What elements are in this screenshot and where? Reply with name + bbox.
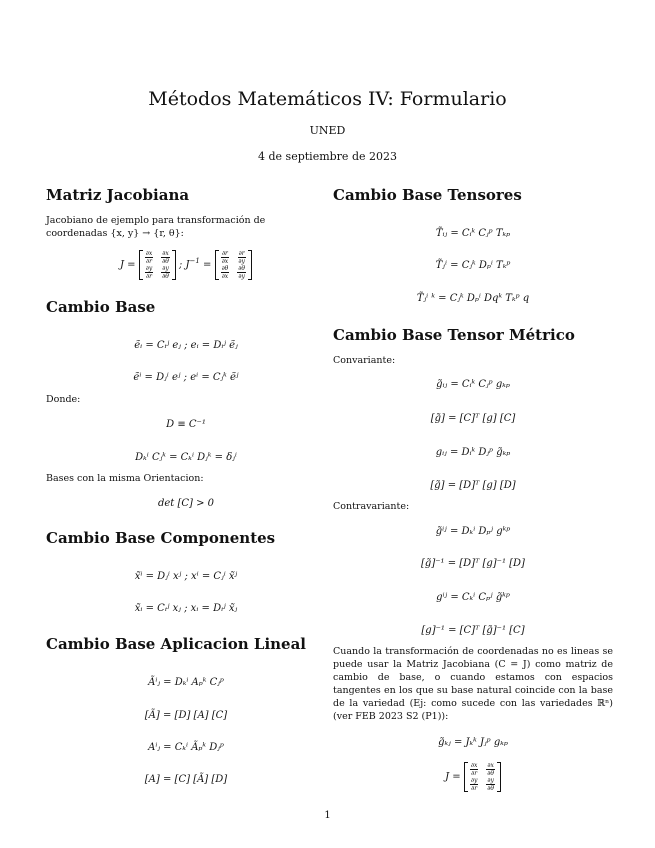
- paragraph: Bases con la misma Orientacion:: [46, 473, 204, 484]
- author: UNED: [309, 124, 346, 137]
- equation: Dₖⁱ Cⱼᵏ = Cₖⁱ Dⱼᵏ = δⱼⁱ: [135, 452, 237, 463]
- equation: det [C] > 0: [157, 498, 215, 509]
- equation: [g]⁻¹ = [C]ᵀ [g̃]⁻¹ [C]: [421, 625, 525, 636]
- equation: D ≡ C⁻¹: [166, 419, 206, 430]
- equation: [g̃]⁻¹ = [D]ᵀ [g]⁻¹ [D]: [421, 558, 525, 569]
- page-number: 1: [324, 810, 331, 821]
- equation: T̃ⱼⁱ ᵏ = Cⱼᵏ Dₚⁱ Dqᵏ Tₖᵖ q: [416, 293, 530, 304]
- equation: gᵢⱼ = Dᵢᵏ Dⱼᵖ g̃ₖₚ: [435, 447, 511, 458]
- paragraph: Contravariante:: [333, 501, 410, 512]
- equation: [g̃] = [C]ᵀ [g] [C]: [430, 413, 516, 424]
- equation: g̃ⁱʲ = Dₖⁱ Dₚʲ gᵏᵖ: [435, 526, 511, 537]
- equation: gⁱʲ = Cₖⁱ Cₚʲ g̃ᵏᵖ: [436, 592, 510, 603]
- heading-aplicacion-lineal: Cambio Base Aplicacion Lineal: [46, 635, 307, 653]
- equation: x̃ᵢ = Cᵢʲ xⱼ ; xᵢ = Dᵢʲ x̃ⱼ: [134, 603, 238, 614]
- equation: Ãⁱⱼ = Dₖⁱ Aₚᵏ Cⱼᵖ: [148, 677, 224, 688]
- jacobiana-text: Jacobiano de ejemplo para transformación de coordenadas {x, y} → {r, θ}:: [46, 215, 266, 239]
- equation: g̃ₖⱼ = Jₖᵏ Jⱼᵖ gₖₚ: [438, 737, 508, 748]
- heading-componentes: Cambio Base Componentes: [46, 529, 276, 547]
- heading-tensor-metrico: Cambio Base Tensor Métrico: [333, 326, 575, 344]
- jacobiana-equation: J = $\frac{\partial x}{\partial r}$ $\frac{\partial x}{\partial\theta}$ $\frac{\partial y}{\partial r}$ $\frac{\partial y}{\partial\theta}$ ; $J^{-1}$ = $\frac{\partial r}{\partial x}$ $\frac{\partial r}{\partial y}$ $\frac{\partial\theta}{\partial x}$ $\frac{\partial\theta}{\partial y}$: [46, 250, 326, 280]
- heading-jacobiana: Matriz Jacobiana: [46, 186, 190, 204]
- equation: ẽⁱ = Dⱼⁱ eʲ ; eⁱ = Cⱼᵏ ẽʲ: [133, 372, 239, 383]
- equation: [Ã] = [D] [A] [C]: [144, 710, 228, 721]
- heading-tensores: Cambio Base Tensores: [333, 186, 522, 204]
- paragraph: Donde:: [46, 394, 81, 405]
- equation: [A] = [C] [Ã] [D]: [144, 774, 228, 785]
- equation: T̃ᵢⱼ = Cᵢᵏ Cⱼᵖ Tₖₚ: [435, 228, 511, 239]
- page-title: Métodos Matemáticos IV: Formulario: [148, 88, 507, 110]
- paragraph: Convariante:: [333, 355, 396, 366]
- date: 4 de septiembre de 2023: [258, 150, 397, 163]
- equation: ẽᵢ = Cᵢʲ eⱼ ; eᵢ = Dᵢʲ ẽⱼ: [134, 340, 238, 351]
- heading-cambio-base: Cambio Base: [46, 298, 156, 316]
- jacobian-matrix: $\frac{\partial x}{\partial r}$ $\frac{\partial x}{\partial\theta}$ $\frac{\partial y}{\partial r}$ $\frac{\partial y}{\partial\theta}$: [464, 762, 501, 792]
- equation: g̃ᵢⱼ = Cᵢᵏ Cⱼᵖ gₖₚ: [436, 379, 510, 390]
- jacobian-equation: J = $\frac{\partial x}{\partial r}$ $\frac{\partial x}{\partial\theta}$ $\frac{\partial y}{\partial r}$ $\frac{\partial y}{\partial\theta}$: [333, 762, 613, 792]
- equation: x̃ⁱ = Dⱼⁱ xʲ ; xⁱ = Cⱼⁱ x̃ʲ: [134, 571, 238, 582]
- jacobian-matrix: $\frac{\partial x}{\partial r}$ $\frac{\partial x}{\partial\theta}$ $\frac{\partial y}{\partial r}$ $\frac{\partial y}{\partial\theta}$: [139, 250, 176, 280]
- equation: [g̃] = [D]ᵀ [g] [D]: [430, 480, 516, 491]
- inverse-jacobian-matrix: $\frac{\partial r}{\partial x}$ $\frac{\partial r}{\partial y}$ $\frac{\partial\theta}{\partial x}$ $\frac{\partial\theta}{\partial y}$: [215, 250, 252, 280]
- paragraph: Cuando la transformación de coordenadas no es lineas se puede usar la Matriz Jacobiana (C = J) como matriz de cambio de base, o cuando estamos con espacios tangentes en los que su base natural coincide con la base de la variedad (Ej: como sucede con las variedades ℝⁿ) (ver FEB 2023 S2 (P1)):: [333, 646, 613, 722]
- equation: T̃ⱼⁱ = Cⱼᵏ Dₚⁱ Tₖᵖ: [435, 260, 511, 271]
- equation: Aⁱⱼ = Cₖⁱ Ãₚᵏ Dⱼᵖ: [148, 742, 224, 753]
